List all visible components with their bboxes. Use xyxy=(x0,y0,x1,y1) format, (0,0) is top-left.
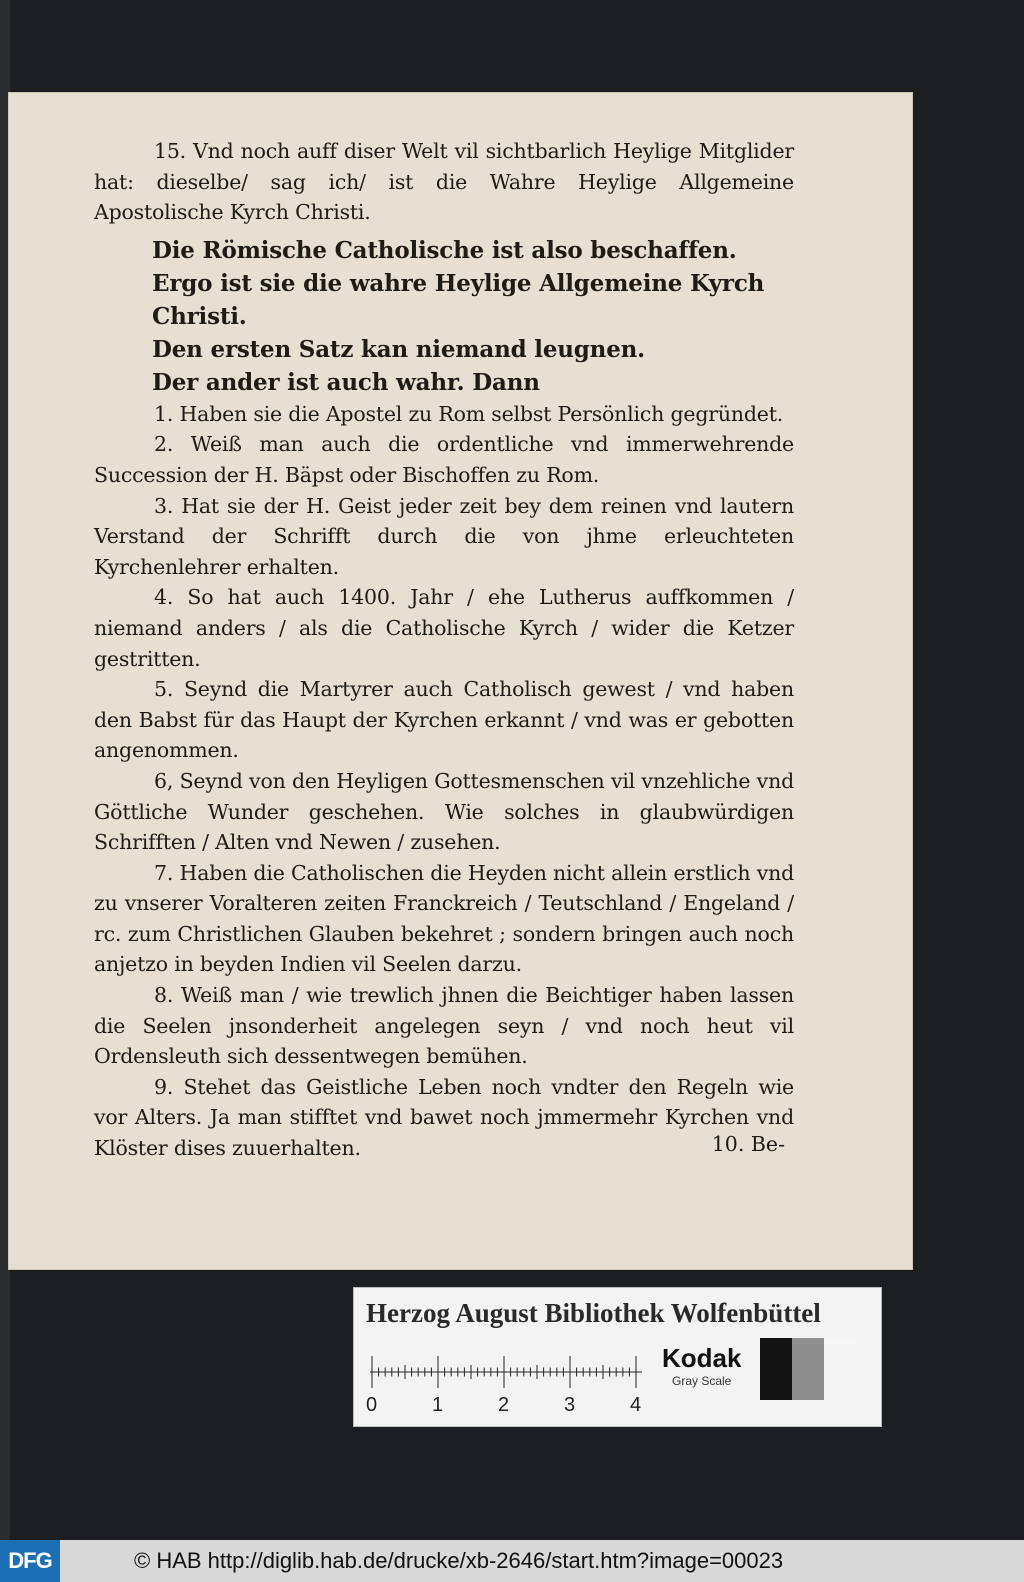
kodak-logo: Kodak xyxy=(662,1343,742,1373)
paragraph-7: 7. Haben die Catholischen die Heyden nicht allein erstlich vnd zu vnserer Voralteren zeiten Franckreich / Teutschland / Engeland / rc. zum Christlichen Glauben bekehret ; sondern bringen auch noch anjetzo in beyden Indien vil Seelen darzu. xyxy=(94,860,794,977)
copyright-credit: © HAB http://diglib.hab.de/drucke/xb-2646/start.htm?image=00023 xyxy=(134,1548,784,1573)
dfg-logo: DFG xyxy=(0,1540,60,1582)
gray-scale-label: Gray Scale xyxy=(672,1374,732,1388)
scale-number: 4 xyxy=(630,1394,642,1416)
thesis-second-claim: Der ander ist auch wahr. Dann xyxy=(152,368,540,396)
gray-patch-white xyxy=(824,1338,856,1400)
paragraph-2: 2. Weiß man auch die ordentliche vnd immerwehrende Succession der H. Bäpst oder Bischoffen zu Rom. xyxy=(94,432,794,487)
thesis-first-claim: Den ersten Satz kan niemand leugnen. xyxy=(152,335,645,363)
color-calibration-card xyxy=(353,1287,882,1427)
scale-number: 0 xyxy=(366,1394,378,1416)
thesis-conclusion: Ergo ist sie die wahre Heylige Allgemeine Kyrch Christi. xyxy=(152,269,765,330)
book-page xyxy=(8,92,913,1270)
thesis-minor-premise: Die Römische Catholische ist also beschaffen. xyxy=(152,236,737,264)
scale-number: 3 xyxy=(564,1394,576,1416)
paragraph-8: 8. Weiß man / wie trewlich jhnen die Beichtiger haben lassen die Seelen jnsonderheit angelegen seyn / vnd noch heut vil Ordensleuth sich dessentwegen bemühen. xyxy=(94,983,794,1069)
paragraph-3: 3. Hat sie der H. Geist jeder zeit bey dem reinen vnd lautern Verstand der Schrifft durch die von jhme erleuchteten Kyrchenlehrer erhalten. xyxy=(94,493,794,579)
scale-numbers xyxy=(366,1394,656,1420)
viewer-footer xyxy=(0,1540,1024,1582)
paragraph-6: 6, Seynd von den Heyligen Gottesmenschen vil vnzehliche vnd Göttliche Wunder geschehen. Wie solches in glaubwürdigen Schrifften / Alten vnd Newen / zusehen. xyxy=(94,768,794,855)
paragraph-5: 5. Seynd die Martyrer auch Catholisch gewest / vnd haben den Babst für das Haupt der Kyrchen erkannt / vnd was er gebotten angenommen. xyxy=(94,677,794,763)
paragraph-15: 15. Vnd noch auff diser Welt vil sichtbarlich Heylige Mitglider hat: dieselbe/ sag ich/ ist die Wahre Heylige Allgemeine Apostolische Kyrch Christi. xyxy=(94,139,794,225)
gray-patches xyxy=(760,1338,856,1400)
scale-ruler xyxy=(370,1350,642,1394)
scale-number: 1 xyxy=(432,1394,444,1416)
page-text xyxy=(94,136,794,1164)
gray-patch-black xyxy=(760,1338,792,1400)
gray-patch-mid xyxy=(792,1338,824,1400)
catchword: 10. Be- xyxy=(711,1132,785,1156)
library-name: Herzog August Bibliothek Wolfenbüttel xyxy=(366,1298,821,1328)
paragraph-9: 9. Stehet das Geistliche Leben noch vndter den Regeln wie vor Alters. Ja man stifftet vnd bawet noch jmmermehr Kyrchen vnd Klöster dises zuuerhalten. xyxy=(94,1074,794,1161)
paragraph-4: 4. So hat auch 1400. Jahr / ehe Lutherus auffkommen / niemand anders / als die Catholische Kyrch / wider die Ketzer gestritten. xyxy=(94,585,794,671)
paragraph-1: 1. Haben sie die Apostel zu Rom selbst Persönlich gegründet. xyxy=(154,401,784,426)
scale-number: 2 xyxy=(498,1394,510,1416)
